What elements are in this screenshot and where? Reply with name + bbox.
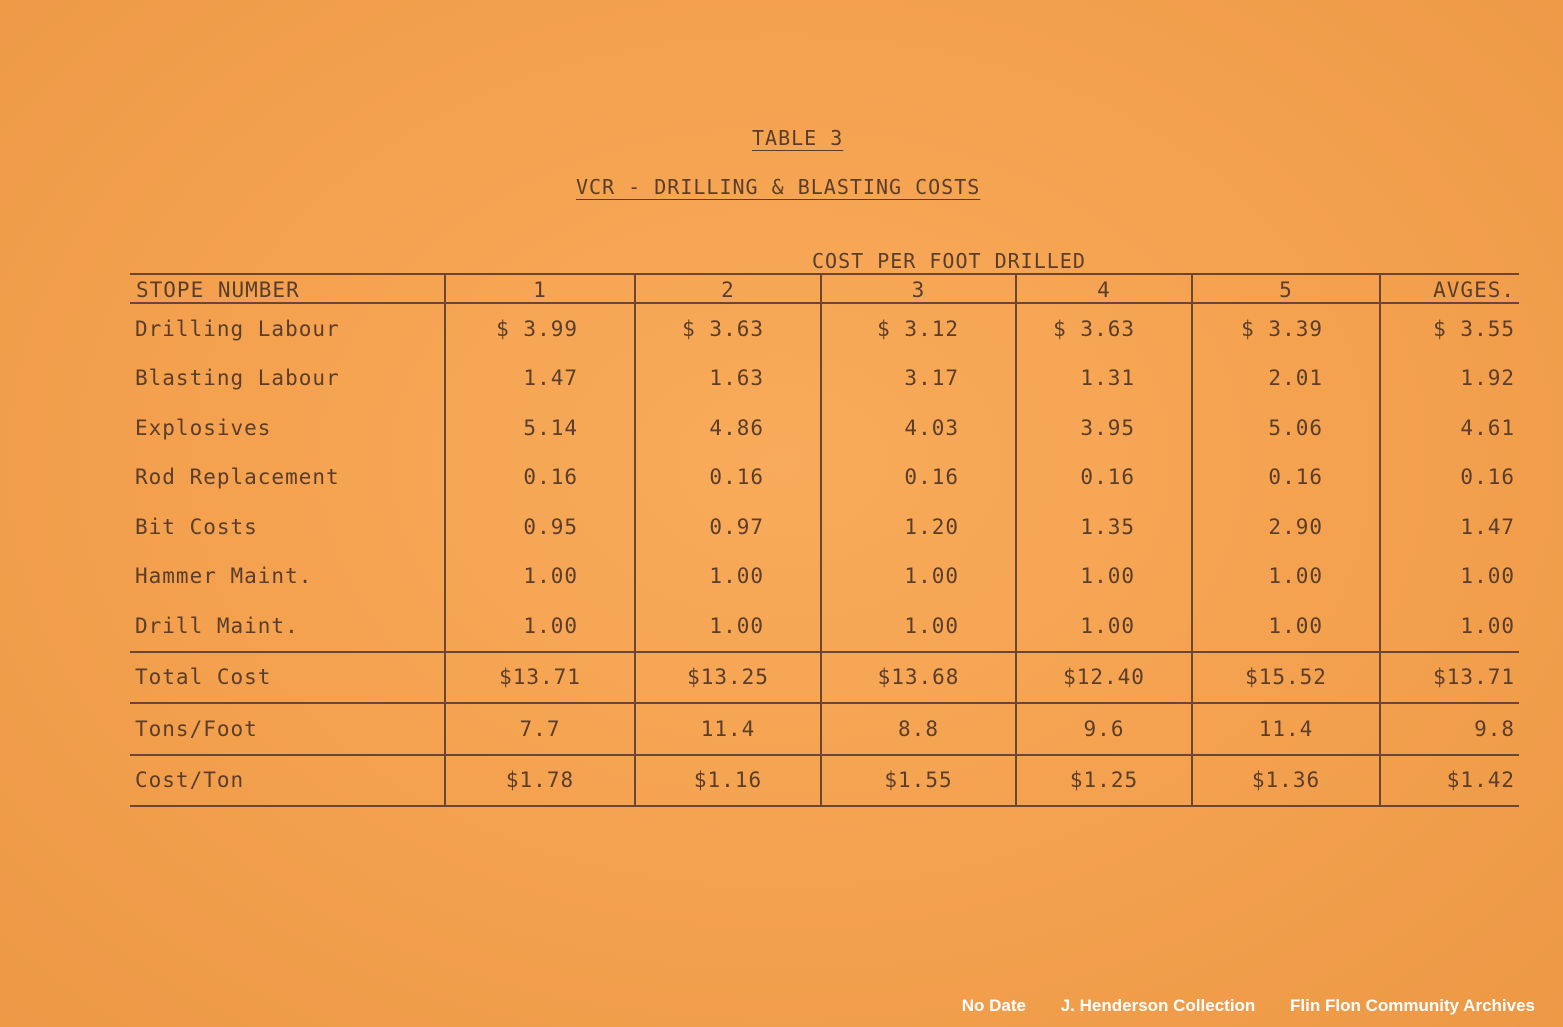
cost-caption: COST PER FOOT DRILLED: [812, 249, 1086, 273]
table-cell: $1.55: [821, 755, 1016, 807]
table-cell: $13.25: [635, 652, 821, 704]
table-cell: $ 3.99: [445, 303, 635, 354]
row-label: Tons/Foot: [130, 703, 445, 755]
table-cell: 1.63: [635, 354, 821, 404]
table-cell: $1.42: [1380, 755, 1519, 807]
table-row: [130, 453, 1519, 503]
table-row: [130, 403, 1519, 453]
table-row: [130, 502, 1519, 552]
credit-archive: Flin Flon Community Archives: [1290, 996, 1535, 1015]
table-cell: $1.78: [445, 755, 635, 807]
table-cell: $1.16: [635, 755, 821, 807]
header-row: [130, 274, 1519, 303]
archive-credit: [962, 996, 1535, 1016]
table-cell: 1.00: [1380, 552, 1519, 602]
table-cell: 5.14: [445, 403, 635, 453]
table-cell: 2.90: [1192, 502, 1380, 552]
table-cell: $13.68: [821, 652, 1016, 704]
table-cell: 0.16: [445, 453, 635, 503]
table-cell: $ 3.39: [1192, 303, 1380, 354]
table-cell: 1.20: [821, 502, 1016, 552]
table-cell: $1.25: [1016, 755, 1192, 807]
table-cell: 0.95: [445, 502, 635, 552]
table-cell: 11.4: [635, 703, 821, 755]
cost-per-ton-row: [130, 755, 1519, 807]
table-cell: $13.71: [445, 652, 635, 704]
row-label: Drilling Labour: [135, 316, 340, 341]
table-row: [130, 552, 1519, 602]
table-cell: 1.00: [445, 552, 635, 602]
total-cost-row: [130, 652, 1519, 704]
table-cell: 1.00: [635, 552, 821, 602]
table-cell: 8.8: [821, 703, 1016, 755]
table-cell: $1.36: [1192, 755, 1380, 807]
table-cell: $ 3.55: [1380, 303, 1519, 354]
header-cell: 3: [821, 274, 1016, 303]
table-cell: 0.97: [635, 502, 821, 552]
table-cell: 0.16: [635, 453, 821, 503]
table-cell: $13.71: [1380, 652, 1519, 704]
row-label: Bit Costs: [135, 514, 258, 539]
table-cell: 1.00: [821, 552, 1016, 602]
table-title: TABLE 3: [752, 126, 844, 150]
table-cell: 1.47: [445, 354, 635, 404]
header-cell: 2: [635, 274, 821, 303]
table-cell: 1.00: [445, 601, 635, 652]
table-row: [130, 303, 1519, 354]
credit-collection: J. Henderson Collection: [1060, 996, 1256, 1015]
row-label: Cost/Ton: [130, 755, 445, 807]
table-cell: 2.01: [1192, 354, 1380, 404]
table-cell: 11.4: [1192, 703, 1380, 755]
table-cell: 1.00: [1016, 552, 1192, 602]
table-cell: 1.35: [1016, 502, 1192, 552]
table-cell: 1.00: [1380, 601, 1519, 652]
header-cell: 1: [445, 274, 635, 303]
table-cell: $12.40: [1016, 652, 1192, 704]
header-cell: AVGES.: [1380, 274, 1519, 303]
table-cell: 1.00: [635, 601, 821, 652]
row-label: Blasting Labour: [135, 366, 340, 391]
table-cell: 1.00: [1016, 601, 1192, 652]
table-cell: 1.00: [1192, 552, 1380, 602]
row-label: Drill Maint.: [135, 613, 299, 638]
header-cell: STOPE NUMBER: [130, 274, 445, 303]
table-cell: 0.16: [821, 453, 1016, 503]
table-cell: 0.16: [1192, 453, 1380, 503]
table-row: [130, 601, 1519, 652]
table-cell: 1.00: [1192, 601, 1380, 652]
table-cell: 5.06: [1192, 403, 1380, 453]
table-subtitle: VCR - DRILLING & BLASTING COSTS: [576, 175, 981, 199]
tons-per-foot-row: [130, 703, 1519, 755]
table-cell: 3.17: [821, 354, 1016, 404]
table-cell: 7.7: [445, 703, 635, 755]
row-label: Rod Replacement: [135, 465, 340, 490]
table-cell: 0.16: [1380, 453, 1519, 503]
row-label: Total Cost: [130, 652, 445, 704]
table-cell: 1.31: [1016, 354, 1192, 404]
table-cell: 4.61: [1380, 403, 1519, 453]
table-cell: 3.95: [1016, 403, 1192, 453]
table-cell: $ 3.12: [821, 303, 1016, 354]
table-cell: $ 3.63: [635, 303, 821, 354]
header-cell: 5: [1192, 274, 1380, 303]
table-row: [130, 354, 1519, 404]
table-cell: $15.52: [1192, 652, 1380, 704]
table-cell: 1.92: [1380, 354, 1519, 404]
table-cell: $ 3.63: [1016, 303, 1192, 354]
table-cell: 0.16: [1016, 453, 1192, 503]
table-cell: 9.8: [1380, 703, 1519, 755]
cost-table: [130, 273, 1519, 807]
row-label: Hammer Maint.: [135, 564, 313, 589]
table-cell: 4.86: [635, 403, 821, 453]
credit-date: No Date: [961, 996, 1026, 1015]
table-cell: 1.47: [1380, 502, 1519, 552]
table-cell: 9.6: [1016, 703, 1192, 755]
table-cell: 1.00: [821, 601, 1016, 652]
row-label: Explosives: [135, 415, 272, 440]
table-cell: 4.03: [821, 403, 1016, 453]
header-cell: 4: [1016, 274, 1192, 303]
